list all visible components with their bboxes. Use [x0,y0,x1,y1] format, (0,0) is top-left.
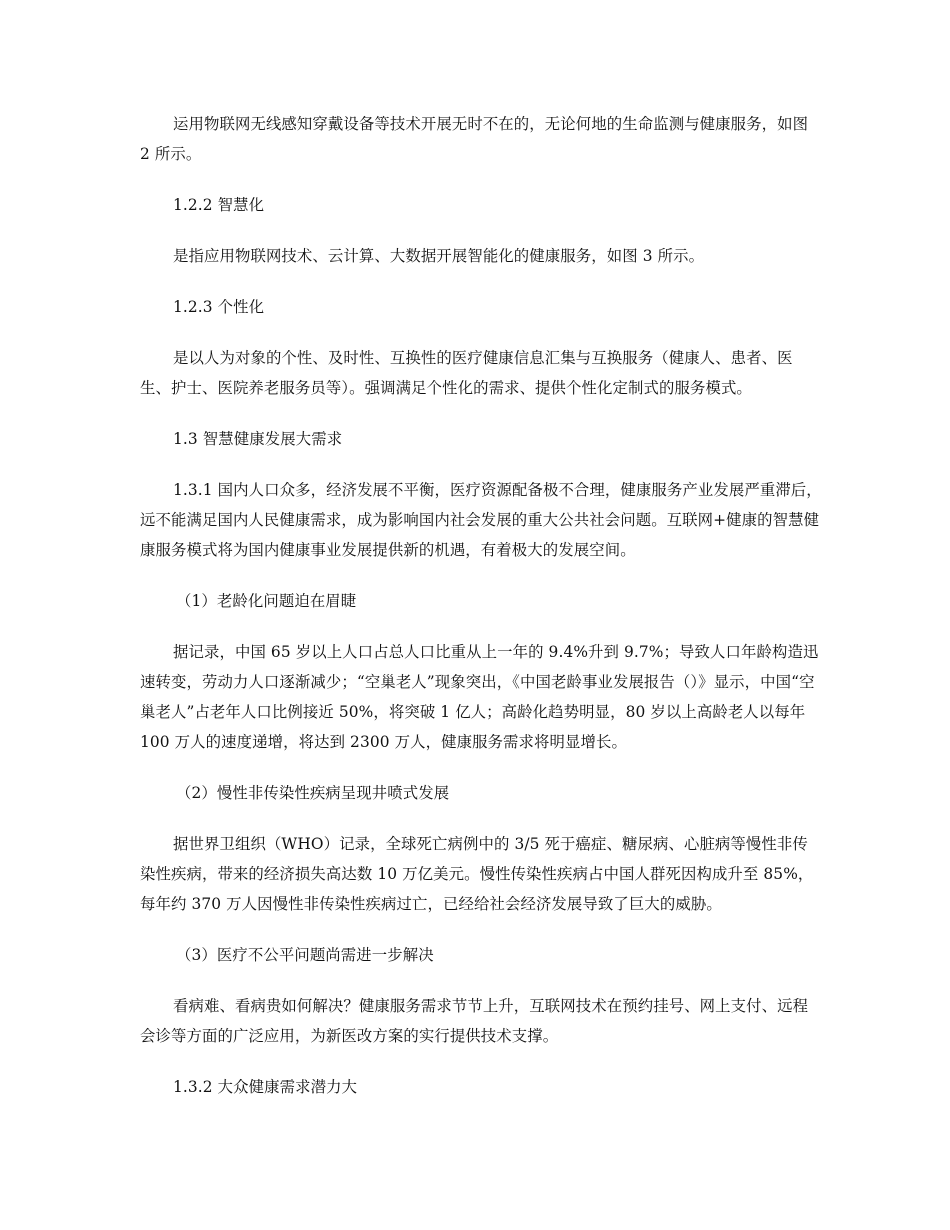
paragraph-aging: 据记录，中国 65 岁以上人口占总人口比重从上一年的 9.4%升到 9.7%；导致人口年龄构造迅速转变，劳动力人口逐渐减少；“空巢老人”现象突出，《中国老龄事业发展报告（）》显示，中国“空巢老人”占老年人口比例接近 50%，将突破 1 亿人；高龄化趋势明显，80 岁以上高龄老人以每年 100 万人的速度递增，将达到 2300 万人，健康服务需求将明显增长。 [140,643,819,751]
paragraph-intelligence: 是指应用物联网技术、云计算、大数据开展智能化的健康服务，如图 3 所示。 [173,247,705,265]
heading-1-2-3: 1.2.3 个性化 [173,298,265,316]
heading-1-2-2: 1.2.2 智慧化 [173,196,265,214]
paragraph-monitoring: 运用物联网无线感知穿戴设备等技术开展无时不在的，无论何地的生命监测与健康服务，如图 2 所示。 [140,115,809,163]
subheading-chronic-disease: （2）慢性非传染性疾病呈现井喷式发展 [176,784,450,802]
subheading-aging: （1）老龄化问题迫在眉睫 [176,592,357,610]
paragraph-1-3-1: 1.3.1 国内人口众多，经济发展不平衡，医疗资源配备极不合理，健康服务产业发展严重滞后，远不能满足国内人民健康需求，成为影响国内社会发展的重大公共社会问题。互联网+健康的智慧健康服务模式将为国内健康事业发展提供新的机遇，有着极大的发展空间。 [140,481,822,559]
heading-1-3: 1.3 智慧健康发展大需求 [173,430,343,448]
paragraph-medical-fairness: 看病难、看病贵如何解决？健康服务需求节节上升，互联网技术在预约挂号、网上支付、远程会诊等方面的广泛应用，为新医改方案的实行提供技术支撑。 [140,997,809,1045]
subheading-medical-fairness: （3）医疗不公平问题尚需进一步解决 [176,946,434,964]
heading-1-3-2: 1.3.2 大众健康需求潜力大 [173,1078,358,1096]
paragraph-personalization: 是以人为对象的个性、及时性、互换性的医疗健康信息汇集与互换服务（健康人、患者、医生、护士、医院养老服务员等）。强调满足个性化的需求、提供个性化定制式的服务模式。 [140,349,793,397]
paragraph-chronic-disease: 据世界卫组织（WHO）记录，全球死亡病例中的 3/5 死于癌症、糖尿病、心脏病等慢性非传染性疾病，带来的经济损失高达数 10 万亿美元。慢性传染性疾病占中国人群死因构成升至 85%，每年约 370 万人因慢性非传染性疾病过亡，已经给社会经济发展导致了巨大的威胁。 [140,835,814,913]
